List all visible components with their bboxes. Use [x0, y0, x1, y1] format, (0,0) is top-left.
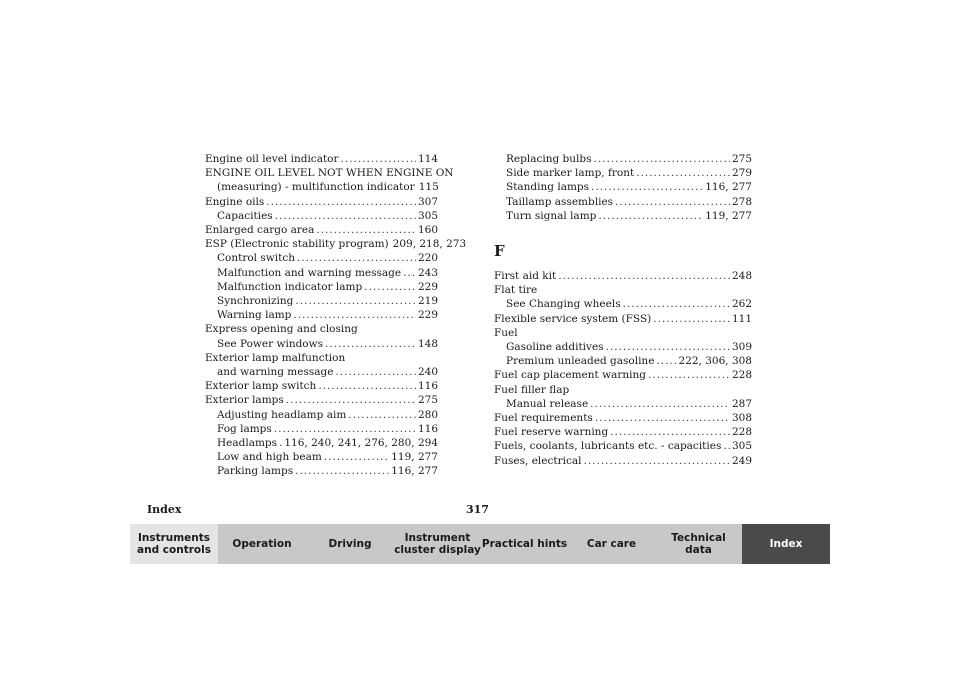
entry-page-ref: 262: [731, 298, 752, 311]
tab-technical-data[interactable]: Technical data: [655, 524, 742, 564]
footer-title: Index: [147, 503, 182, 516]
dot-leader: [295, 464, 389, 478]
index-entry: [205, 393, 438, 407]
entry-page-ref: 275: [731, 153, 752, 165]
index-heading: Fuel: [494, 326, 518, 339]
dot-leader: [610, 425, 730, 439]
entry-page-ref: 111: [731, 312, 752, 325]
entry-text: Capacities: [217, 209, 273, 222]
index-subentry: [205, 266, 438, 280]
entry-text: Exterior lamp switch: [205, 380, 317, 393]
index-subentry: [494, 180, 752, 194]
entry-page-ref: 116, 277: [391, 465, 438, 478]
entry-page-ref: 116: [417, 422, 438, 435]
entry-text: Fuels, coolants, lubricants etc. - capacities: [494, 440, 722, 453]
dot-leader: [297, 251, 416, 265]
index-entry: [494, 425, 752, 439]
dot-leader: [656, 354, 676, 368]
tab-car-care[interactable]: Car care: [568, 524, 655, 564]
index-subentry: [205, 337, 438, 351]
entry-page-ref: 243: [417, 266, 438, 279]
entry-text: Flexible service system (FSS): [494, 312, 652, 325]
entry-text: Fuel cap placement warning: [494, 369, 646, 382]
entry-text: Engine oils: [205, 195, 265, 208]
dot-leader: [636, 166, 730, 180]
index-entry: [205, 237, 467, 251]
dot-leader: [274, 422, 416, 436]
entry-text: Headlamps: [217, 437, 278, 450]
entry-page-ref: 160: [417, 224, 438, 237]
index-subentry: [205, 251, 438, 265]
index-entry: [205, 152, 438, 166]
tab-practical-hints[interactable]: Practical hints: [481, 524, 568, 564]
entry-page-ref: 308: [731, 412, 752, 425]
entry-text: Warning lamp: [217, 309, 292, 322]
dot-leader: [341, 152, 416, 166]
entry-page-ref: 148: [417, 337, 438, 350]
index-entry: [205, 195, 438, 209]
dot-leader: [591, 180, 703, 194]
entry-text: Fuses, electrical: [494, 454, 582, 467]
entry-page-ref: 119, 277: [705, 209, 752, 222]
entry-page-ref: 279: [731, 167, 752, 180]
entry-text: Side marker lamp, front: [506, 167, 635, 180]
index-subentry: [205, 436, 438, 450]
entry-page-ref: 209, 218, 273: [392, 238, 467, 251]
dot-leader: [324, 450, 389, 464]
index-subentry: [494, 340, 752, 354]
entry-page-ref: 114: [417, 153, 438, 165]
entry-page-ref: 219: [417, 295, 438, 308]
tab-driving[interactable]: Driving: [306, 524, 394, 564]
entry-text: Control switch: [217, 252, 295, 265]
entry-page-ref: 116: [417, 380, 438, 393]
index-heading: Flat tire: [494, 284, 538, 297]
index-heading: ENGINE OIL LEVEL NOT WHEN ENGINE ON: [205, 167, 454, 180]
entry-page-ref: 305: [731, 440, 752, 453]
entry-page-ref: 116, 277: [705, 181, 752, 194]
entry-text: Taillamp assemblies: [506, 195, 614, 208]
dot-leader: [558, 269, 730, 283]
entry-page-ref: 280: [417, 408, 438, 421]
entry-page-ref: 240: [417, 366, 438, 379]
index-subentry: [494, 354, 752, 368]
entry-text: Standing lamps: [506, 181, 590, 194]
dot-leader: [723, 439, 730, 453]
index-column-left: [205, 152, 467, 479]
entry-text: Enlarged cargo area: [205, 224, 315, 237]
index-subentry: [494, 297, 752, 311]
entry-text: Premium unleaded gasoline: [506, 355, 655, 368]
tab-instrument-cluster-display[interactable]: Instrument cluster display: [394, 524, 481, 564]
entry-page-ref: 287: [731, 397, 752, 410]
entry-text: Manual release: [506, 397, 589, 410]
entry-page-ref: 116, 240, 241, 276, 280, 294: [284, 437, 438, 450]
entry-text: Exterior lamps: [205, 394, 284, 407]
entry-page-ref: 229: [417, 309, 438, 322]
entry-text: Turn signal lamp: [506, 209, 597, 222]
entry-text: First aid kit: [494, 270, 557, 283]
entry-page-ref: 228: [731, 369, 752, 382]
index-entry: [494, 312, 752, 326]
index-subentry: [494, 397, 752, 411]
index-subentry: [205, 209, 438, 223]
entry-page-ref: 229: [417, 280, 438, 293]
index-subentry: [205, 422, 438, 436]
index-entry: [494, 269, 752, 283]
entry-text: Adjusting headlamp aim: [217, 408, 347, 421]
index-heading: Fuel filler flap: [494, 383, 570, 396]
entry-page-ref: 119, 277: [391, 451, 438, 464]
entry-page-ref: 307: [417, 195, 438, 208]
section-letter-f: F: [494, 242, 505, 261]
dot-leader: [266, 195, 416, 209]
index-entry: [205, 223, 438, 237]
dot-leader: [316, 223, 416, 237]
dot-leader: [286, 393, 416, 407]
entry-text: Engine oil level indicator: [205, 153, 339, 165]
index-subentry: [494, 209, 752, 223]
entry-text: Replacing bulbs: [506, 153, 592, 165]
dot-leader: [590, 397, 730, 411]
dot-leader: [648, 368, 730, 382]
entry-text: Fuel reserve warning: [494, 426, 609, 439]
tab-operation[interactable]: Operation: [218, 524, 306, 564]
dot-leader: [335, 365, 416, 379]
dot-leader: [325, 337, 416, 351]
dot-leader: [364, 280, 416, 294]
index-column-right: [494, 152, 752, 468]
index-subentry: [205, 308, 438, 322]
index-subentry: [205, 464, 438, 478]
dot-leader: [615, 195, 730, 209]
tab-instruments-and-controls[interactable]: Instruments and controls: [130, 524, 218, 564]
entry-page-ref: 222, 306, 308: [678, 355, 752, 368]
index-heading: Express opening and closing: [205, 323, 358, 336]
index-subentry: [494, 195, 752, 209]
index-subentry: [494, 152, 752, 166]
index-group-e-continued: [494, 152, 752, 223]
entry-page-ref: 220: [417, 252, 438, 265]
dot-leader: [403, 266, 416, 280]
entry-text: Malfunction and warning message: [217, 266, 402, 279]
dot-leader: [295, 294, 416, 308]
index-entry: [494, 454, 752, 468]
index-heading: Exterior lamp malfunction: [205, 351, 346, 364]
index-subentry: [205, 408, 438, 422]
entry-text: Fuel requirements: [494, 412, 593, 425]
dot-leader: [593, 152, 729, 166]
index-subentry: [205, 294, 438, 308]
index-subentry: [205, 365, 438, 379]
dot-leader: [279, 436, 282, 450]
entry-text: Parking lamps: [217, 465, 294, 478]
entry-text: (measuring) - multifunction indicator: [217, 181, 415, 194]
entry-text: ESP (Electronic stability program): [205, 238, 389, 251]
entry-text: See Changing wheels: [506, 298, 621, 311]
entry-page-ref: 309: [731, 341, 752, 354]
entry-text: Fog lamps: [217, 422, 272, 435]
dot-leader: [275, 209, 416, 223]
entry-text: Synchronizing: [217, 295, 294, 308]
dot-leader: [653, 312, 730, 326]
dot-leader: [606, 340, 730, 354]
index-group-f: [494, 269, 752, 468]
index-entry: [494, 411, 752, 425]
dot-leader: [348, 408, 416, 422]
tab-index[interactable]: Index: [742, 524, 830, 564]
dot-leader: [293, 308, 416, 322]
entry-page-ref: 305: [417, 209, 438, 222]
entry-page-ref: 248: [731, 270, 752, 283]
dot-leader: [595, 411, 730, 425]
index-subentry: [205, 280, 438, 294]
index-entry: [494, 368, 752, 382]
entry-page-ref: 249: [731, 454, 752, 467]
index-subentry: [205, 450, 438, 464]
entry-page-ref: 115: [418, 181, 439, 194]
entry-text: Malfunction indicator lamp: [217, 280, 363, 293]
entry-text: and warning message: [217, 366, 334, 379]
page-number: 317: [466, 503, 489, 516]
entry-text: Gasoline additives: [506, 341, 604, 354]
section-tab-bar: [130, 524, 830, 564]
dot-leader: [623, 297, 730, 311]
index-subentry: [494, 166, 752, 180]
index-entry: [205, 379, 438, 393]
index-entry: [494, 439, 752, 453]
index-subentry: [205, 180, 438, 194]
entry-page-ref: 278: [731, 195, 752, 208]
entry-page-ref: 228: [731, 426, 752, 439]
entry-text: Low and high beam: [217, 451, 322, 464]
dot-leader: [598, 209, 703, 223]
dot-leader: [318, 379, 416, 393]
entry-text: See Power windows: [217, 337, 324, 350]
dot-leader: [583, 454, 729, 468]
entry-page-ref: 275: [417, 394, 438, 407]
